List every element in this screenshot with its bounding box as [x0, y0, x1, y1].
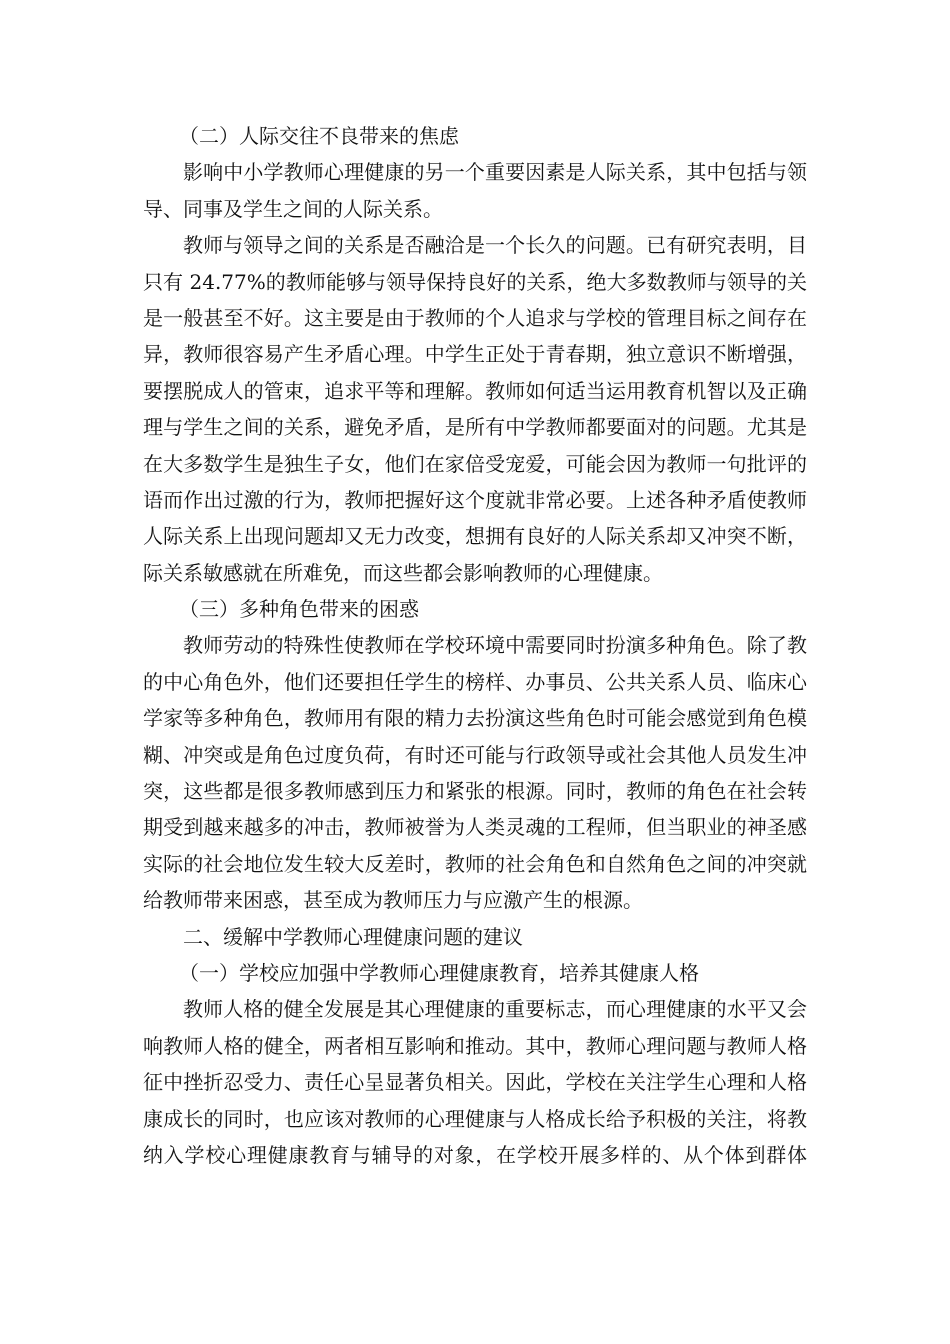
paragraph-line: 异，教师很容易产生矛盾心理。中学生正处于青春期，独立意识不断增强， — [143, 342, 807, 367]
paragraph-line: 教师劳动的特殊性使教师在学校环境中需要同时扮演多种角色。除了教 — [183, 633, 807, 658]
paragraph-line: 导、同事及学生之间的人际关系。 — [143, 196, 443, 221]
paragraph-line: 纳入学校心理健康教育与辅导的对象，在学校开展多样的、从个体到群体 — [143, 1142, 807, 1167]
paragraph-line: 影响中小学教师心理健康的另一个重要因素是人际关系，其中包括与领 — [183, 160, 807, 185]
paragraph-line: 突，这些都是很多教师感到压力和紧张的根源。同时，教师的角色在社会转 — [143, 779, 807, 804]
paragraph-line: 教师人格的健全发展是其心理健康的重要标志，而心理健康的水平又会 — [183, 997, 807, 1022]
section-heading: 二、缓解中学教师心理健康问题的建议 — [183, 924, 523, 949]
paragraph-line: 实际的社会地位发生较大反差时，教师的社会角色和自然角色之间的冲突就 — [143, 851, 807, 876]
paragraph-line: 的中心角色外，他们还要担任学生的榜样、办事员、公共关系人员、临床心 — [143, 669, 807, 694]
paragraph-line: 要摆脱成人的管束，追求平等和理解。教师如何适当运用教育机智以及正确 — [143, 378, 807, 403]
document-page — [143, 118, 807, 1173]
paragraph-line: 征中挫折忍受力、责任心呈显著负相关。因此，学校在关注学生心理和人格 — [143, 1070, 807, 1095]
paragraph-line: 理与学生之间的关系，避免矛盾，是所有中学教师都要面对的问题。尤其是 — [143, 415, 807, 440]
paragraph-line: 是一般甚至不好。这主要是由于教师的个人追求与学校的管理目标之间存在 — [143, 305, 807, 330]
paragraph-line: 只有 24.77%的教师能够与领导保持良好的关系，绝大多数教师与领导的关 — [143, 269, 807, 294]
paragraph-line: 给教师带来困惑，甚至成为教师压力与应激产生的根源。 — [143, 888, 643, 913]
paragraph-line: 人际关系上出现问题却又无力改变，想拥有良好的人际关系却又冲突不断， — [143, 524, 807, 549]
subheading: （二）人际交往不良带来的焦虑 — [179, 124, 459, 148]
paragraph-line: 康成长的同时，也应该对教师的心理健康与人格成长给予积极的关注，将教 — [143, 1106, 807, 1131]
paragraph-line: 期受到越来越多的冲击，教师被誉为人类灵魂的工程师，但当职业的神圣感 — [143, 815, 807, 840]
paragraph-line: 际关系敏感就在所难免，而这些都会影响教师的心理健康。 — [143, 560, 663, 585]
paragraph-line: 语而作出过激的行为，教师把握好这个度就非常必要。上述各种矛盾使教师 — [143, 487, 807, 512]
paragraph-line: 在大多数学生是独生子女，他们在家倍受宠爱，可能会因为教师一句批评的 — [143, 451, 807, 476]
paragraph-line: 学家等多种角色，教师用有限的精力去扮演这些角色时可能会感觉到角色模 — [143, 706, 807, 731]
subheading: （三）多种角色带来的困惑 — [179, 597, 419, 622]
subheading: （一）学校应加强中学教师心理健康教育，培养其健康人格 — [179, 960, 699, 985]
paragraph-line: 糊、冲突或是角色过度负荷，有时还可能与行政领导或社会其他人员发生冲 — [143, 742, 807, 767]
paragraph-line: 教师与领导之间的关系是否融洽是一个长久的问题。已有研究表明，目 — [183, 233, 807, 258]
paragraph-line: 响教师人格的健全，两者相互影响和推动。其中，教师心理问题与教师人格 — [143, 1033, 807, 1058]
